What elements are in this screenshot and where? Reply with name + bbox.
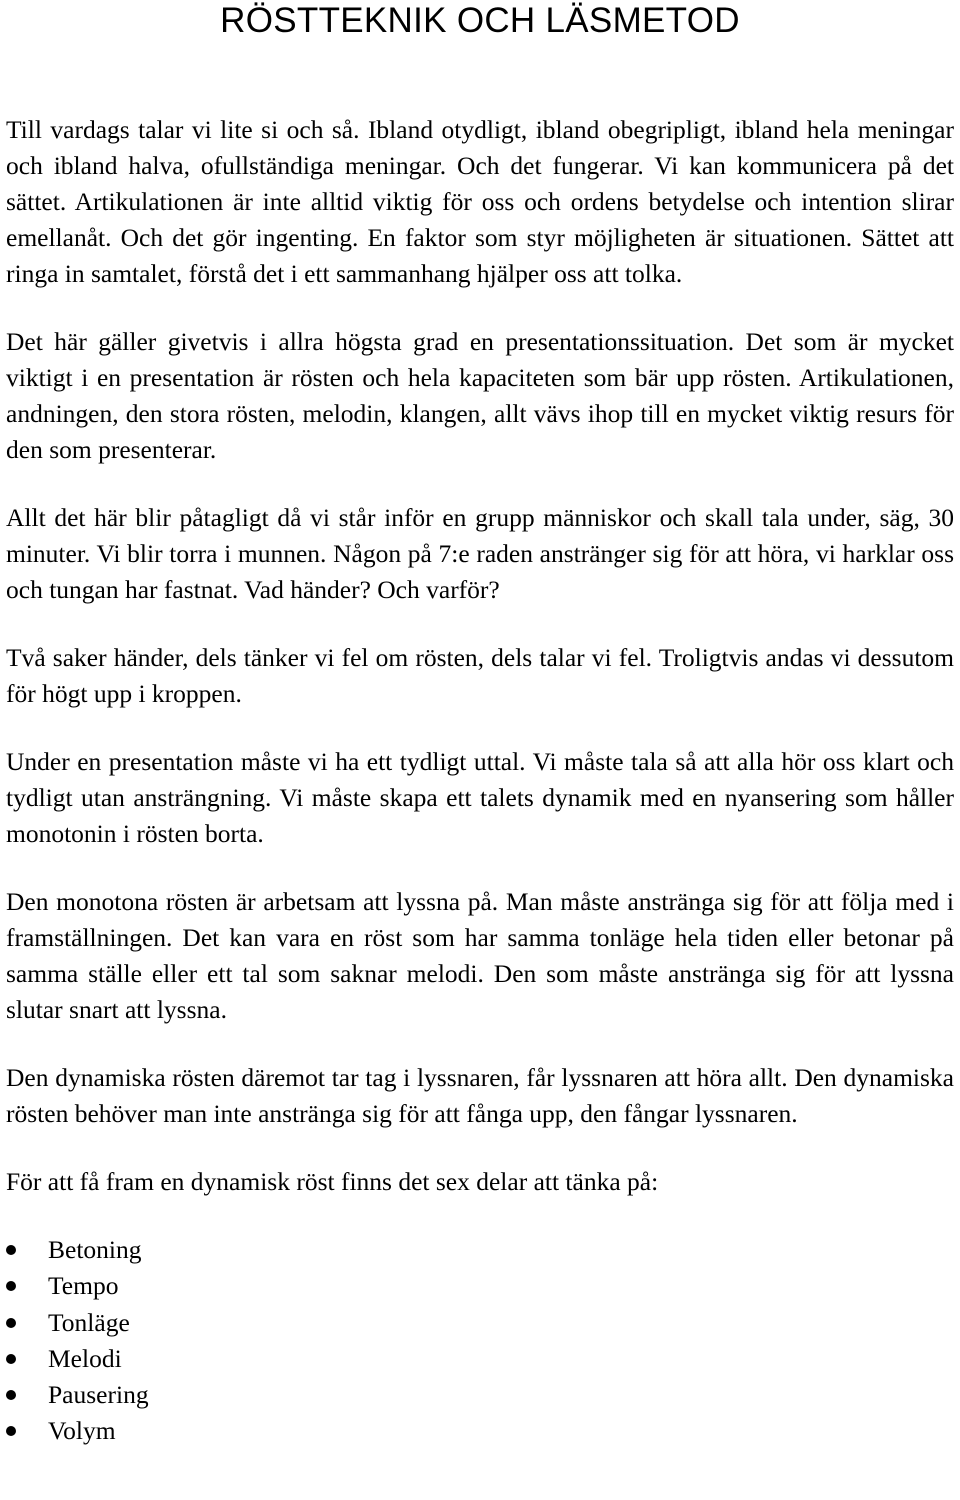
paragraph-dynamic: Den dynamiska rösten däremot tar tag i lyssnaren, får lyssnaren att höra allt. Den dynamiska rösten behöver man inte anstränga sig för att fånga upp, den fångar lyssnaren. [6, 1063, 954, 1128]
paragraph-presentation: Det här gäller givetvis i allra högsta grad en presentationssituation. Det som är mycket viktigt i en presentation är rösten och hela kapaciteten som bär upp rösten. Artikulationen, andningen, den stora rösten, melodin, klangen, allt vävs ihop till en mycket viktig resurs för den som presenterar. [6, 327, 954, 464]
paragraph-monotone: Den monotona rösten är arbetsam att lyssna på. Man måste anstränga sig för att följa med i framställningen. Det kan vara en röst som har samma tonläge hela tiden eller betonar på samma ställe eller ett tal som saknar melodi. Den som måste anstränga sig för att lyssna slutar snart att lyssna. [6, 887, 954, 1024]
list-item [6, 1413, 954, 1449]
list-item [6, 1377, 954, 1413]
page-title: RÖSTTEKNIK OCH LÄSMETOD [220, 1, 740, 40]
bullet-list [6, 1232, 954, 1450]
list-item-label: Pausering [48, 1380, 149, 1410]
paragraph-group: Allt det här blir påtagligt då vi står inför en grupp människor och skall tala under, säg, 30 minuter. Vi blir torra i munnen. Någon på 7:e raden anstränger sig för att höra, vi harklar oss och tungan har fastnat. Vad händer? Och varför? [6, 503, 954, 604]
paragraph-six-parts: För att få fram en dynamisk röst finns det sex delar att tänka på: [6, 1167, 659, 1196]
list-item [6, 1305, 954, 1341]
bullet-icon [6, 1354, 16, 1364]
list-item-label: Volym [48, 1416, 116, 1446]
list-item [6, 1232, 954, 1268]
bullet-icon [6, 1318, 16, 1328]
list-item-label: Tempo [48, 1271, 119, 1301]
bullet-icon [6, 1281, 16, 1291]
bullet-icon [6, 1426, 16, 1436]
list-item [6, 1268, 954, 1304]
list-item [6, 1341, 954, 1377]
bullet-icon [6, 1390, 16, 1400]
list-item-label: Tonläge [48, 1307, 130, 1337]
list-item-label: Betoning [48, 1235, 142, 1264]
list-item-label: Melodi [48, 1343, 122, 1373]
paragraph-clear-speech: Under en presentation måste vi ha ett tydligt uttal. Vi måste tala så att alla hör oss klart och tydligt utan ansträngning. Vi måste skapa ett talets dynamik med en nyansering som håller monotonin i rösten borta. [6, 747, 954, 848]
paragraph-two-things: Två saker händer, dels tänker vi fel om rösten, dels talar vi fel. Troligtvis andas vi dessutom för högt upp i kroppen. [6, 643, 954, 708]
paragraph-intro: Till vardags talar vi lite si och så. Ibland otydligt, ibland obegripligt, ibland hela meningar och ibland halva, ofullständiga meningar. Och det fungerar. Vi kan kommunicera på det sättet. Artikulationen är inte alltid viktig för oss och ordens betydelse och intention slirar emellanåt. Och det gör ingenting. En faktor som styr möjligheten är situationen. Sättet att ringa in samtalet, förstå det i ett sammanhang hjälper oss att tolka. [6, 115, 954, 288]
document-page [6, 0, 954, 1450]
bullet-icon [6, 1245, 16, 1255]
